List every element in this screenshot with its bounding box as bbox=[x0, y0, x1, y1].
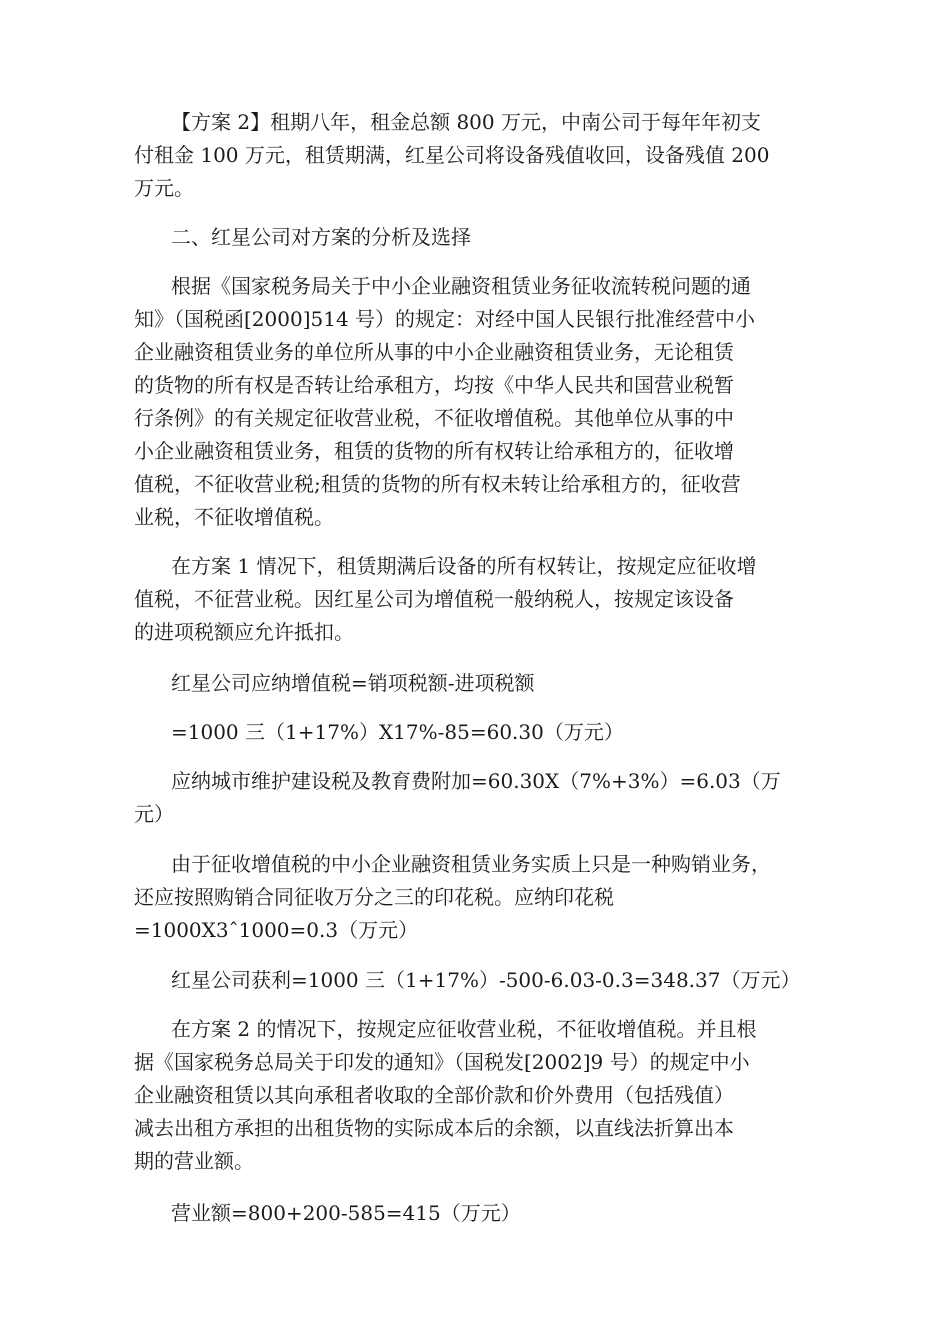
text-line: 根据《国家税务局关于中小企业融资租赁业务征收流转税问题的通 bbox=[171, 274, 751, 298]
text-line: 行条例》的有关规定征收营业税，不征收增值税。其他单位从事的中 bbox=[134, 406, 734, 430]
section-heading bbox=[134, 221, 834, 254]
text-line: 在方案 1 情况下，租赁期满后设备的所有权转让，按规定应征收增 bbox=[171, 554, 757, 578]
text-line: 在方案 2 的情况下，按规定应征收营业税，不征收增值税。并且根 bbox=[171, 1017, 757, 1041]
formula-surcharge bbox=[134, 765, 834, 831]
text-line: =1000 三（1+17%）X17%-85=60.30（万元） bbox=[171, 720, 624, 744]
text-line: 企业融资租赁以其向承租者收取的全部价款和价外费用（包括残值） bbox=[134, 1083, 734, 1107]
text-line: 元） bbox=[134, 802, 174, 826]
text-line: 值税，不征收营业税;租赁的货物的所有权未转让给承租方的，征收营 bbox=[134, 472, 741, 496]
paragraph-plan-2 bbox=[134, 106, 834, 205]
text-line: 红星公司获利=1000 三（1+17%）-500-6.03-0.3=348.37（万元） bbox=[171, 968, 801, 992]
text-line: =1000X3ˆ1000=0.3（万元） bbox=[134, 918, 419, 942]
text-line: 还应按照购销合同征收万分之三的印花税。应纳印花税 bbox=[134, 885, 614, 909]
text-line: 【方案 2】租期八年，租金总额 800 万元，中南公司于每年年初支 bbox=[171, 110, 761, 134]
text-line: 由于征收增值税的中小企业融资租赁业务实质上只是一种购销业务， bbox=[171, 852, 771, 876]
text-line: 二、红星公司对方案的分析及选择 bbox=[171, 225, 471, 249]
text-line: 值税，不征营业税。因红星公司为增值税一般纳税人，按规定该设备 bbox=[134, 587, 734, 611]
text-line: 红星公司应纳增值税=销项税额-进项税额 bbox=[171, 671, 535, 695]
text-line: 的进项税额应允许抵扣。 bbox=[134, 620, 354, 644]
paragraph-stamp-tax bbox=[134, 848, 834, 947]
paragraph-regulation bbox=[134, 270, 834, 534]
text-line: 营业额=800+200-585=415（万元） bbox=[171, 1201, 521, 1225]
text-line: 据《国家税务总局关于印发的通知》（国税发[2002]9 号）的规定中小 bbox=[134, 1050, 750, 1074]
formula-turnover bbox=[134, 1197, 834, 1230]
paragraph-plan-2-analysis bbox=[134, 1013, 834, 1178]
text-line: 企业融资租赁业务的单位所从事的中小企业融资租赁业务，无论租赁 bbox=[134, 340, 734, 364]
text-line: 减去出租方承担的出租货物的实际成本后的余额，以直线法折算出本 bbox=[134, 1116, 734, 1140]
text-line: 知》（国税函[2000]514 号）的规定：对经中国人民银行批准经营中小 bbox=[134, 307, 756, 331]
text-line: 万元。 bbox=[134, 176, 194, 200]
text-line: 期的营业额。 bbox=[134, 1149, 254, 1173]
text-line: 的货物的所有权是否转让给承租方，均按《中华人民共和国营业税暂 bbox=[134, 373, 734, 397]
paragraph-plan-1-analysis bbox=[134, 550, 834, 649]
text-line: 付租金 100 万元，租赁期满，红星公司将设备残值收回，设备残值 200 bbox=[134, 143, 770, 167]
text-line: 应纳城市维护建设税及教育费附加=60.30X（7%+3%）=6.03（万 bbox=[171, 769, 781, 793]
text-line: 业税，不征收增值税。 bbox=[134, 505, 334, 529]
text-line: 小企业融资租赁业务，租赁的货物的所有权转让给承租方的，征收增 bbox=[134, 439, 734, 463]
formula-vat bbox=[134, 667, 834, 700]
formula-profit bbox=[134, 964, 834, 997]
formula-vat-calc bbox=[134, 716, 834, 749]
